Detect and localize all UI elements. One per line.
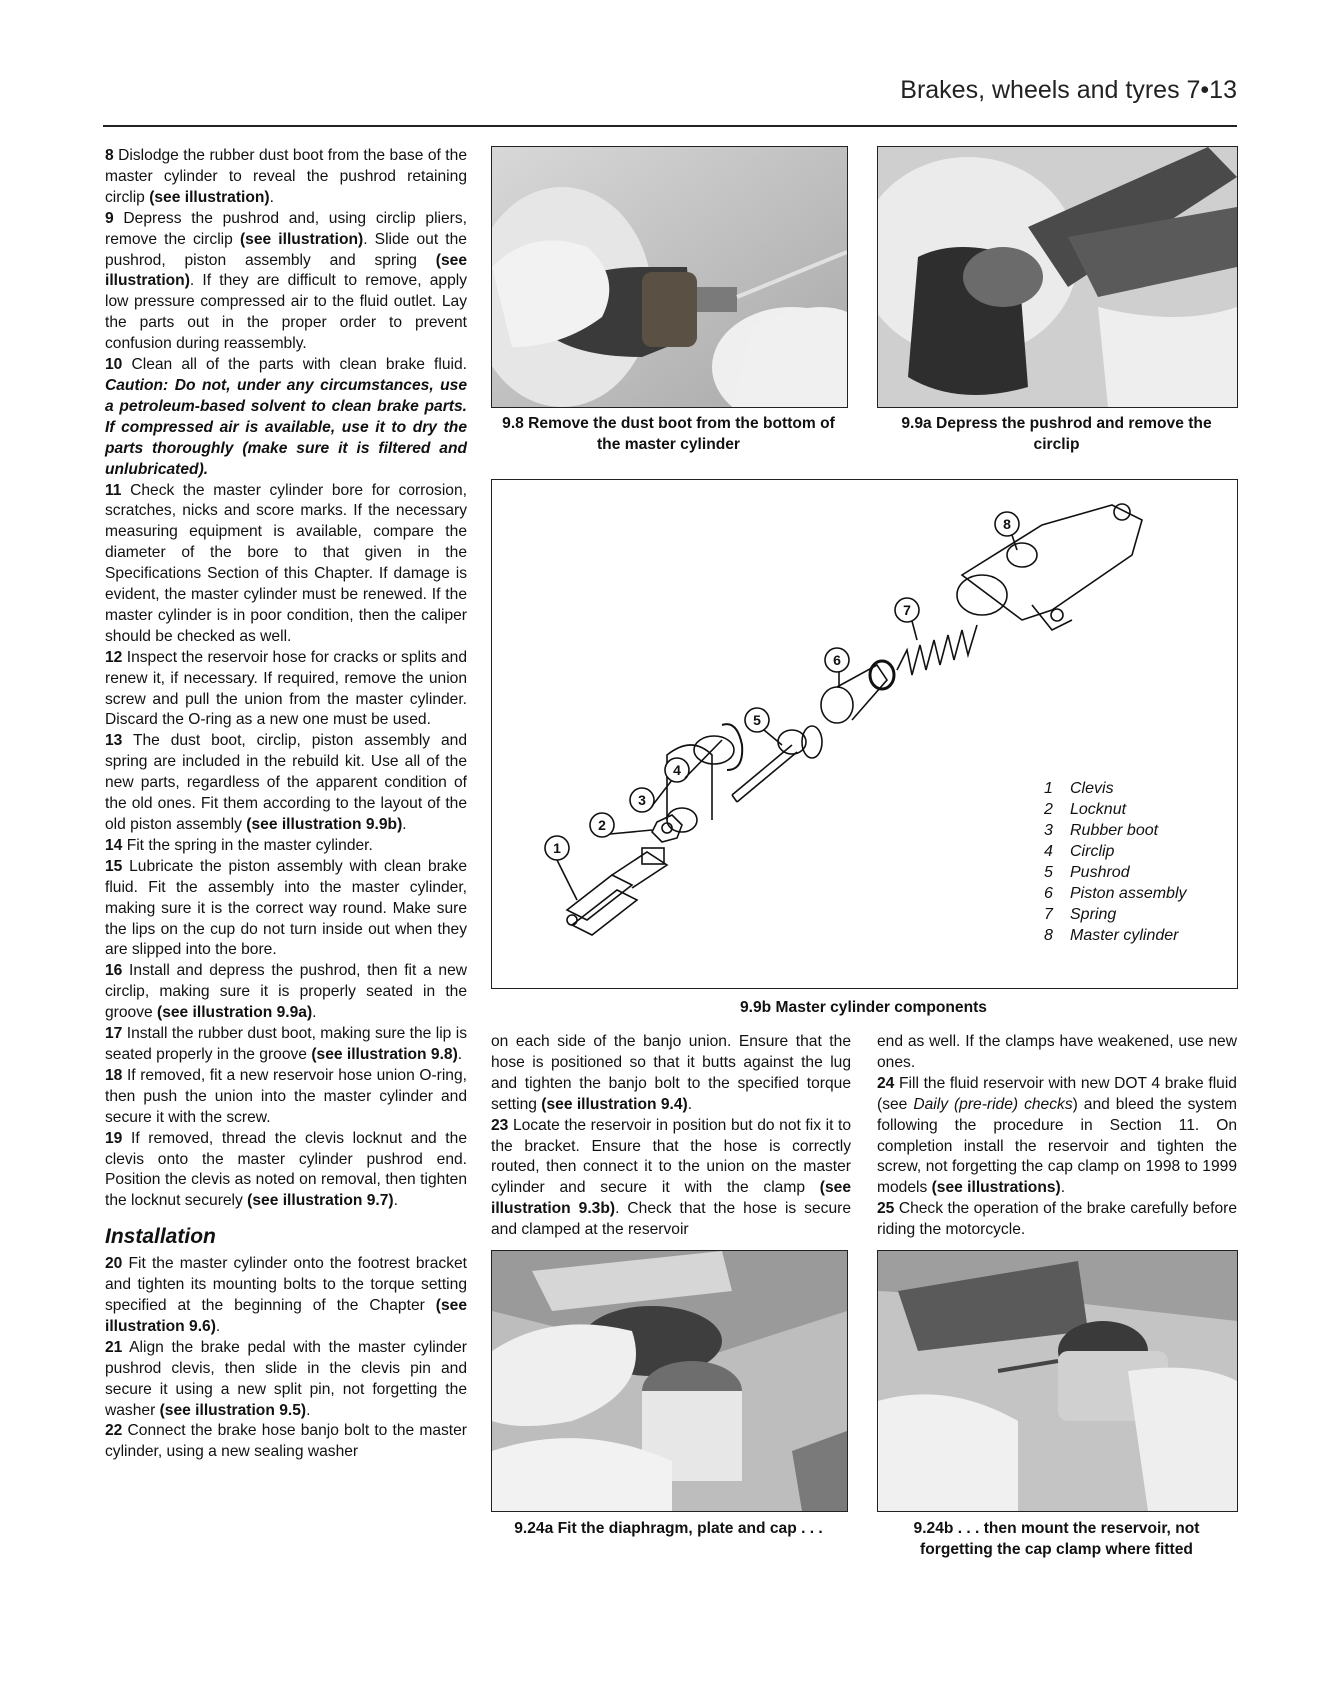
illustration-ref: (see illustration) [105,251,467,290]
page-header [103,72,1237,122]
callout-label: 4 [673,762,681,778]
legend-label: Rubber boot [1070,822,1159,839]
photo-9-9a-image [878,147,1237,407]
legend-label: Circlip [1070,843,1115,860]
step-text-tail: . [306,1401,311,1419]
master-cylinder-body-part [957,504,1142,630]
step-number: 16 [105,962,123,980]
step-text: Dislodge the rubber dust boot from the base of the master cylinder to reveal the pushrod retaining circlip [105,147,467,206]
legend-number: 7 [1044,906,1053,923]
step-number: 8 [105,147,114,164]
step-23 [491,1116,851,1241]
step-text: Check the operation of the brake carefully before riding the motorcycle. [877,1200,1237,1239]
step-24 [877,1074,1237,1199]
legend-label: Master cylinder [1070,927,1179,944]
legend-number: 8 [1044,927,1053,944]
diagram-9-9b [491,479,1238,989]
page-header-title: Brakes, wheels and tyres 7•13 [900,76,1237,104]
legend-item [1044,841,1187,862]
rubber-boot-part [667,736,734,832]
step-text: Lubricate the piston assembly with clean brake fluid. Fit the assembly into the master cylinder, making sure it is the correct way round. Make sure the lips on the cup do not turn inside out when they are slipped into the bore. [105,857,467,959]
step-25 [877,1199,1237,1241]
photo-9-24b-image [878,1251,1237,1511]
step-21 [105,1338,467,1422]
step-number: 15 [105,857,123,875]
step-text: Install the rubber dust boot, making sure the lip is seated properly in the groove [105,1025,467,1063]
step-text-tail: . [687,1095,693,1113]
step-text: Fill the fluid reservoir with new DOT 4 brake fluid (see [877,1074,1237,1113]
step-text: Connect the brake hose banjo bolt to the master cylinder, using a new sealing washer [105,1422,467,1461]
legend-label: Pushrod [1070,864,1130,881]
step-13 [105,731,467,836]
callout-label: 5 [753,712,761,728]
caption-9-8: 9.8 Remove the dust boot from the bottom of the master cylinder [502,415,835,453]
callout-label: 7 [903,602,911,618]
step-number: 17 [105,1025,123,1043]
caption-9-9a: 9.9a Depress the pushrod and remove the circlip [901,415,1212,453]
step-number: 18 [105,1066,123,1084]
step-text: end as well. If the clamps have weakened, use new ones. [877,1033,1237,1071]
step-text: Depress the pushrod and, using circlip pliers, remove the circlip [105,209,467,248]
photo-9-8 [491,146,848,408]
step-8 [105,146,467,209]
photo-9-24a [491,1250,848,1512]
left-column-text [105,146,467,1463]
callout-label: 1 [553,840,561,856]
step-text: Align the brake pedal with the master cylinder pushrod clevis, then slide in the clevis pin and secure it using a new split pin, not forgetting the washer [105,1338,467,1419]
step-text-tail: . Slide out the pushrod, piston assembly and spring [105,230,467,269]
photo-9-9a [877,146,1238,408]
right-column-text [877,1032,1237,1241]
step-text: Clean all of the parts with clean brake fluid. [122,356,467,374]
step-11 [105,481,467,648]
step-17 [105,1024,467,1066]
legend-item [1044,925,1187,946]
step-18 [105,1066,467,1129]
illustration-ref: (see illustrations) [931,1179,1061,1197]
step-number: 24 [877,1074,895,1092]
step-12 [105,648,467,732]
step-number: 20 [105,1255,123,1273]
legend-label: Locknut [1070,801,1127,818]
step-text: If removed, fit a new reservoir hose union O-ring, then push the union into the master cylinder and secure it with the screw. [105,1066,467,1126]
step-text: Check the master cylinder bore for corrosion, scratches, nicks and score marks. If the necessary measuring equipment is available, compare the diameter of the bore to that given in the Specifications Section of this Chapter. If damage is evident, the master cylinder must be renewed. If the master cylinder is in poor condition, then the caliper should be checked as well. [105,481,467,645]
step-22 [105,1421,467,1463]
step-text-tail: . Check that the hose is secure and clamped at the reservoir [491,1200,851,1239]
step-text: If removed, thread the clevis locknut and the clevis onto the master cylinder pushrod end. Position the clevis as noted on removal, then tighten the locknut securely [105,1129,467,1210]
legend-number: 4 [1044,843,1053,860]
step-text: on each side of the banjo union. Ensure that the hose is positioned so that it butts against the lug and tighten the banjo bolt to the specified torque setting [491,1033,851,1113]
step-14 [105,836,467,857]
legend-number: 5 [1044,864,1053,881]
step-number: 14 [105,836,123,854]
step-text: The dust boot, circlip, piston assembly and spring are included in the rebuild kit. Use all of the new parts, regardless of the apparent condition of the old ones. Fit them according to the layout of the old piston assembly [105,732,467,833]
step-text-tail: . [1060,1179,1066,1197]
step-number: 25 [877,1200,895,1218]
step-text-tail: . [215,1317,221,1335]
caption-9-9b: 9.9b Master cylinder components [740,999,987,1016]
illustration-ref: (see illustration 9.4) [541,1095,688,1113]
step-number: 10 [105,356,123,374]
step-number: 22 [105,1422,123,1440]
illustration-ref: (see illustration 9.9a) [157,1004,313,1022]
illustration-ref: (see illustration) [149,188,270,206]
step-20 [105,1254,467,1338]
illustration-ref: (see illustration 9.9b) [246,816,403,833]
callout-1 [545,836,577,900]
spring-part [897,625,977,675]
illustration-ref: (see illustration 9.8) [311,1045,458,1063]
step-text-tail: . [457,1045,463,1063]
callout-3 [630,780,672,812]
illustration-ref: (see illustration) [239,230,364,248]
legend-number: 1 [1044,780,1053,797]
step-number: 12 [105,648,123,666]
step-15 [105,857,467,962]
step-text-tail: . [393,1192,398,1210]
step-text: Locate the reservoir in position but do not fix it to the bracket. Ensure that the hose is correctly routed, then connect it to the union on the master cylinder and secure it with the clamp [491,1116,851,1197]
step-text-tail: . [312,1004,317,1022]
step-text: Fit the master cylinder onto the footrest bracket and tighten its mounting bolts to the torque setting specified at the beginning of the Chapter [105,1255,467,1315]
step-number: 23 [491,1116,509,1134]
callout-5 [745,708,782,745]
step-text-tail: . [269,188,274,206]
legend-item [1044,820,1187,841]
step-22-continued [491,1032,851,1116]
legend-item [1044,862,1187,883]
callout-label: 6 [833,652,841,668]
photo-9-24b [877,1250,1238,1512]
legend-label: Spring [1070,906,1117,923]
legend-number: 3 [1044,822,1053,839]
step-23-continued [877,1032,1237,1074]
step-9 [105,209,467,355]
legend-label: Piston assembly [1070,885,1187,902]
step-16 [105,961,467,1024]
legend-label: Clevis [1070,780,1114,797]
clevis-part [567,848,667,935]
illustration-ref: (see illustration 9.5) [159,1401,307,1419]
daily-checks-ref: Daily (pre-ride) checks [913,1095,1073,1113]
step-text: Install and depress the pushrod, then fit a new circlip, making sure it is properly seated in the groove [105,962,467,1022]
legend-item [1044,778,1187,799]
step-text: Inspect the reservoir hose for cracks or splits and renew it, if necessary. If required, remove the union screw and pull the union from the master cylinder. Discard the O-ring as a new one must be used. [105,648,467,729]
illustration-ref: (see illustration 9.6) [105,1297,467,1335]
caution-note: Caution: Do not, under any circumstances, use a petroleum-based solvent to clean brake parts. If compressed air is available, use it to dry the parts thoroughly (make sure it is filtered and unlubricated). [105,376,467,478]
callout-label: 8 [1003,516,1011,532]
callout-label: 2 [598,817,606,833]
circlip-part [722,724,742,770]
caption-9-24a: 9.24a Fit the diaphragm, plate and cap . . . [514,1520,823,1537]
step-text-tail: . [402,816,407,833]
step-number: 9 [105,209,114,227]
legend-item [1044,799,1187,820]
step-19 [105,1129,467,1213]
step-text-tail: ) and bleed the system following the procedure in Section 11. On completion install the reservoir and tighten the screw, not forgetting the cap clamp on 1998 to 1999 models [877,1095,1237,1197]
step-text: Fit the spring in the master cylinder. [122,836,373,854]
legend-item [1044,904,1187,925]
step-number: 13 [105,732,123,750]
legend-number: 6 [1044,885,1053,902]
pushrod-part [732,726,822,802]
illustration-ref: (see illustration 9.3b) [491,1179,851,1218]
step-text-tail: . If they are difficult to remove, apply low pressure compressed air to the fluid outlet. Lay the parts out in the proper order to prevent confusion during reassembly. [105,272,467,353]
caption-9-24b: 9.24b . . . then mount the reservoir, not forgetting the cap clamp where fitted [913,1520,1200,1558]
step-number: 21 [105,1338,123,1356]
step-number: 11 [105,481,122,499]
illustration-ref: (see illustration 9.7) [247,1192,394,1210]
installation-heading: Installation [105,1225,216,1249]
step-10 [105,355,467,480]
middle-column-text [491,1032,851,1241]
photo-9-8-image [492,147,847,407]
header-rule [103,125,1237,127]
photo-9-24a-image [492,1251,847,1511]
legend-item [1044,883,1187,904]
legend-number: 2 [1044,801,1053,818]
diagram-legend [1044,778,1187,946]
step-number: 19 [105,1129,123,1147]
callout-label: 3 [638,792,646,808]
